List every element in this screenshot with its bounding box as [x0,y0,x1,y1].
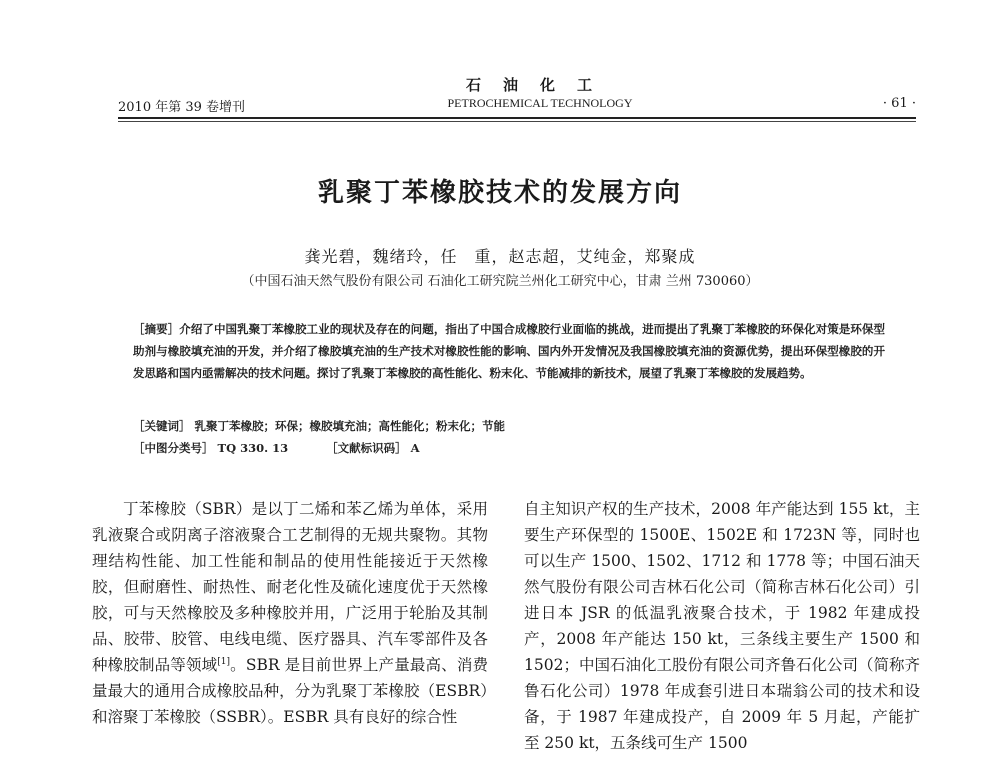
keywords-label: ［关键词］ [133,419,191,433]
abstract [133,318,885,384]
doc-code-label: ［文献标识码］ [326,441,407,455]
body-paragraph [92,496,488,730]
paragraph-text: 丁苯橡胶（SBR）是以丁二烯和苯乙烯为单体，采用乳液聚合或阴离子溶液聚合工艺制得的无规共聚物。其物理结构性能、加工性能和制品的使用性能接近于天然橡胶，但耐磨性、耐热性、耐老化性及硫化速度优于天然橡胶，可与天然橡胶及多种橡胶并用，广泛用于轮胎及其制品、胶带、胶管、电线电缆、医疗器具、汽车零部件及各种橡胶制品等领域 [92,500,488,674]
classification [133,440,885,456]
keywords [133,418,885,434]
class-number-label: ［中图分类号］ [133,441,214,455]
body-column-left [92,496,488,730]
abstract-text: 介绍了中国乳聚丁苯橡胶工业的现状及存在的问题，指出了中国合成橡胶行业面临的挑战，进而提出了乳聚丁苯橡胶的环保化对策是环保型助剂与橡胶填充油的开发，并介绍了橡胶填充油的生产技术对橡胶性能的影响、国内外开发情况及我国橡胶填充油的资源优势，提出环保型橡胶的开发思路和国内亟需解决的技术问题。探讨了乳聚丁苯橡胶的高性能化、粉末化、节能减排的新技术，展望了乳聚丁苯橡胶的发展趋势。 [133,322,885,380]
paragraph-text-cont: 。SBR 是目前世界上产量最高、消费量最大的通用合成橡胶品种，分为乳聚丁苯橡胶（ESBR）和溶聚丁苯橡胶（SSBR）。ESBR 具有良好的综合性 [92,656,488,726]
author-affiliation: （中国石油天然气股份有限公司 石油化工研究院兰州化工研究中心，甘肃 兰州 730060） [241,274,759,289]
journal-title-cn: 石油化工 [465,76,614,94]
journal-title-en: PETROCHEMICAL TECHNOLOGY [447,96,633,110]
abstract-label: ［摘要］ [133,322,180,336]
issue-info: 2010 年第 39 卷增刊 [118,100,246,115]
citation-ref: [1] [217,656,231,667]
doc-code: A [410,441,420,455]
header-rule-thin [118,121,916,122]
keywords-text: 乳聚丁苯橡胶；环保；橡胶填充油；高性能化；粉末化；节能 [194,419,506,433]
article-title: 乳聚丁苯橡胶技术的发展方向 [317,178,682,208]
class-number: TQ 330. 13 [217,441,289,455]
body-paragraph: 自主知识产权的生产技术，2008 年产能达到 155 kt，主要生产环保型的 1500E、1502E 和 1723N 等，同时也可以生产 1500、1502、1712 和 1778 等；中国石油天然气股份有限公司吉林石化公司（简称吉林石化公司）引进日本 JSR 的低温乳液聚合技术，于 1982 年建成投产，2008 年产能达 150 kt，三条线主要生产 1500 和 1502；中国石油化工股份有限公司齐鲁石化公司（简称齐鲁石化公司）1978 年成套引进日本瑞翁公司的技术和设备，于 1987 年建成投产，自 2009 年 5 月起，产能扩至 250 kt，五条线可生产 1500 [524,500,920,752]
author-list: 龚光碧，魏绪玲，任 重，赵志超，艾纯金，郑聚成 [304,247,696,266]
body-column-right [524,496,920,756]
page-number: · 61 · [882,96,916,111]
header-rule-thick [118,117,916,119]
